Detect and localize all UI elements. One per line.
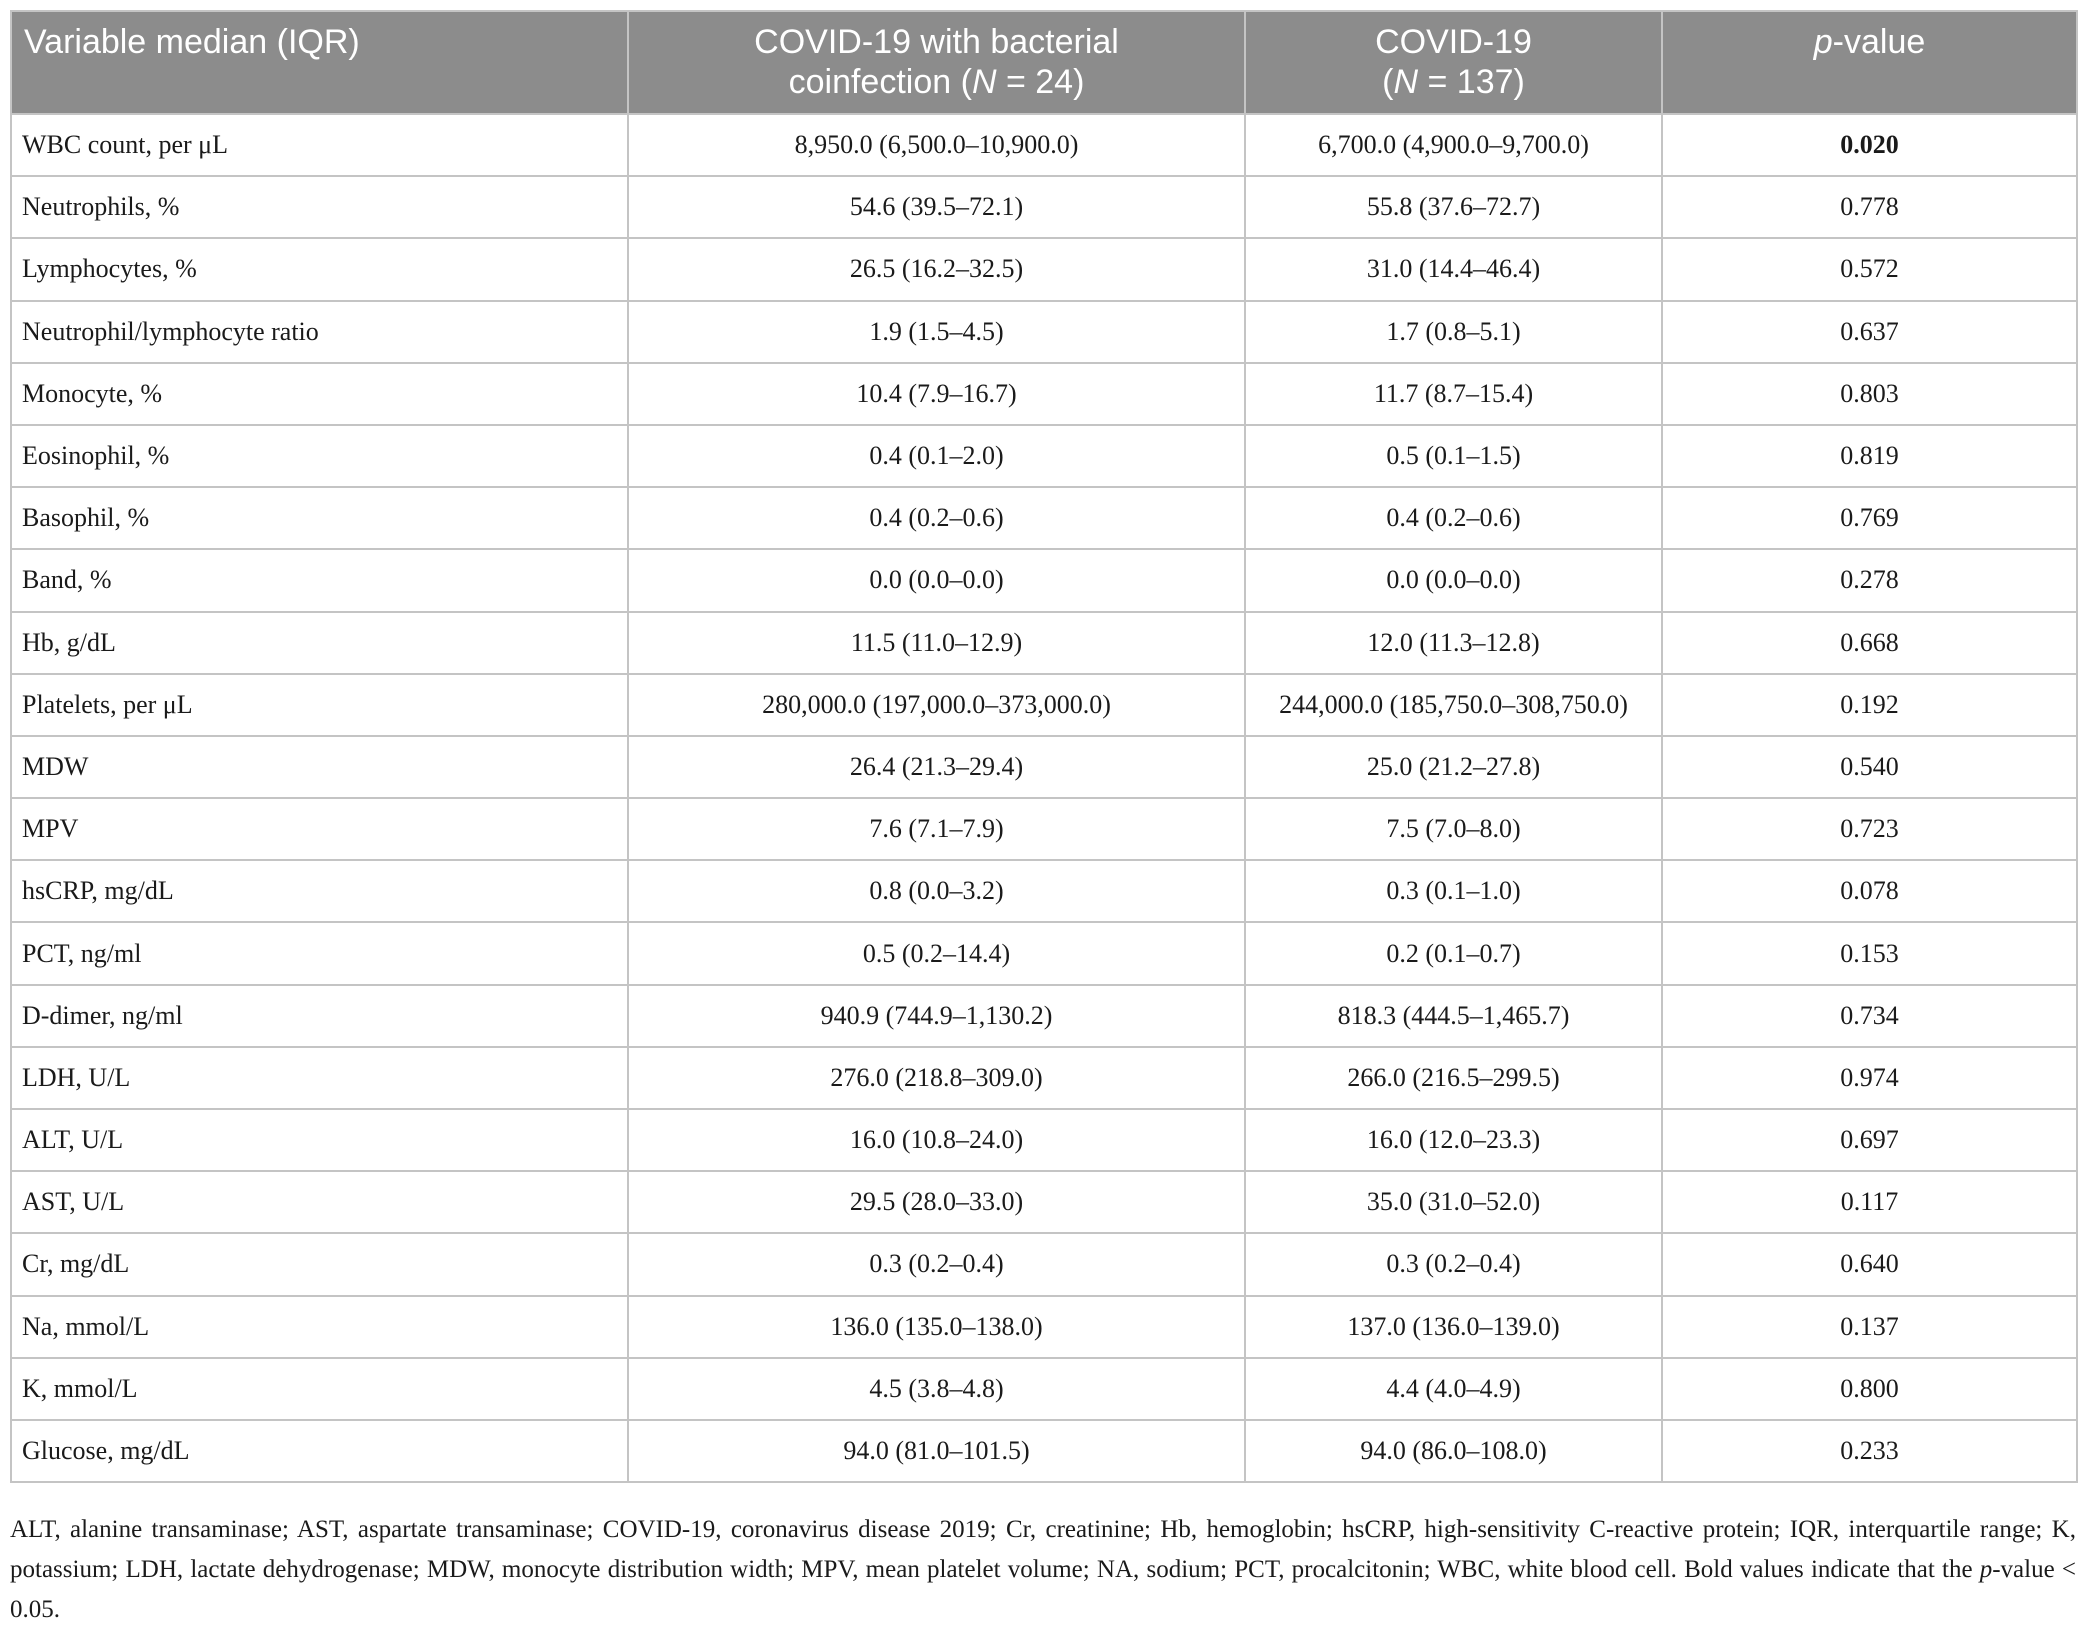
table-body xyxy=(11,114,2077,1482)
cell-covid-value: 6,700.0 (4,900.0–9,700.0) xyxy=(1245,114,1662,176)
cell-variable: Band, % xyxy=(11,549,628,611)
cell-variable: Cr, mg/dL xyxy=(11,1233,628,1295)
cell-p-value: 0.192 xyxy=(1662,674,2077,736)
cell-coinfection-value: 276.0 (218.8–309.0) xyxy=(628,1047,1245,1109)
cell-coinfection-value: 16.0 (10.8–24.0) xyxy=(628,1109,1245,1171)
table-row xyxy=(11,238,2077,300)
table-row xyxy=(11,363,2077,425)
cell-coinfection-value: 0.0 (0.0–0.0) xyxy=(628,549,1245,611)
footnote-italic-p: p xyxy=(1979,1556,1993,1583)
cell-p-value: 0.734 xyxy=(1662,985,2077,1047)
cell-coinfection-value: 0.5 (0.2–14.4) xyxy=(628,922,1245,984)
cell-variable: MPV xyxy=(11,798,628,860)
cell-coinfection-value: 94.0 (81.0–101.5) xyxy=(628,1420,1245,1482)
cell-p-value: 0.800 xyxy=(1662,1358,2077,1420)
footnote-text: ALT, alanine transaminase; AST, aspartate transaminase; COVID-19, coronavirus disease 2019; Cr, creatinine; Hb, hemoglobin; hsCRP, high-sensitivity C-reactive protein; IQR, interquartile range; K, potassium; LDH, lactate dehydrogenase; MDW, monocyte distribution width; MPV, mean platelet volume; NA, sodium; PCT, procalcitonin; WBC, white blood cell. Bold values indicate that the xyxy=(10,1516,2076,1583)
cell-coinfection-value: 11.5 (11.0–12.9) xyxy=(628,612,1245,674)
table-row xyxy=(11,798,2077,860)
header-coinfection-line2-prefix: coinfection ( xyxy=(788,63,972,101)
header-coinfection-line1: COVID-19 with bacterial xyxy=(754,23,1119,61)
header-covid-line1: COVID-19 xyxy=(1375,23,1532,61)
cell-coinfection-value: 29.5 (28.0–33.0) xyxy=(628,1171,1245,1233)
footnote-text-end: -value < 0.05. xyxy=(10,1556,2076,1623)
cell-coinfection-value: 136.0 (135.0–138.0) xyxy=(628,1296,1245,1358)
cell-variable: AST, U/L xyxy=(11,1171,628,1233)
cell-variable: ALT, U/L xyxy=(11,1109,628,1171)
table-row xyxy=(11,736,2077,798)
cell-covid-value: 244,000.0 (185,750.0–308,750.0) xyxy=(1245,674,1662,736)
header-variable-label: Variable median (IQR) xyxy=(24,23,360,61)
table-row xyxy=(11,860,2077,922)
table-row xyxy=(11,1420,2077,1482)
cell-covid-value: 4.4 (4.0–4.9) xyxy=(1245,1358,1662,1420)
table-header xyxy=(11,11,2077,114)
cell-covid-value: 94.0 (86.0–108.0) xyxy=(1245,1420,1662,1482)
cell-covid-value: 25.0 (21.2–27.8) xyxy=(1245,736,1662,798)
lab-results-table-container xyxy=(10,10,2076,1483)
cell-variable: Na, mmol/L xyxy=(11,1296,628,1358)
cell-covid-value: 0.2 (0.1–0.7) xyxy=(1245,922,1662,984)
cell-variable: LDH, U/L xyxy=(11,1047,628,1109)
cell-variable: Monocyte, % xyxy=(11,363,628,425)
cell-p-value: 0.803 xyxy=(1662,363,2077,425)
cell-variable: Neutrophil/lymphocyte ratio xyxy=(11,301,628,363)
cell-p-value: 0.819 xyxy=(1662,425,2077,487)
cell-p-value: 0.117 xyxy=(1662,1171,2077,1233)
cell-p-value: 0.020 xyxy=(1662,114,2077,176)
table-row xyxy=(11,1171,2077,1233)
header-coinfection-n-value: = 24) xyxy=(996,63,1085,101)
cell-p-value: 0.974 xyxy=(1662,1047,2077,1109)
cell-variable: Basophil, % xyxy=(11,487,628,549)
cell-coinfection-value: 4.5 (3.8–4.8) xyxy=(628,1358,1245,1420)
cell-coinfection-value: 940.9 (744.9–1,130.2) xyxy=(628,985,1245,1047)
header-covid-n-value: = 137) xyxy=(1418,63,1525,101)
header-covid-line2-prefix: ( xyxy=(1382,63,1394,101)
table-row xyxy=(11,922,2077,984)
table-row xyxy=(11,425,2077,487)
cell-variable: Neutrophils, % xyxy=(11,176,628,238)
table-row xyxy=(11,176,2077,238)
cell-covid-value: 35.0 (31.0–52.0) xyxy=(1245,1171,1662,1233)
table-row xyxy=(11,1109,2077,1171)
cell-p-value: 0.540 xyxy=(1662,736,2077,798)
cell-variable: K, mmol/L xyxy=(11,1358,628,1420)
cell-coinfection-value: 0.4 (0.1–2.0) xyxy=(628,425,1245,487)
cell-p-value: 0.137 xyxy=(1662,1296,2077,1358)
lab-results-table xyxy=(10,10,2078,1483)
cell-variable: hsCRP, mg/dL xyxy=(11,860,628,922)
cell-variable: MDW xyxy=(11,736,628,798)
cell-variable: Lymphocytes, % xyxy=(11,238,628,300)
cell-p-value: 0.278 xyxy=(1662,549,2077,611)
header-coinfection-n-symbol: N xyxy=(971,63,997,101)
cell-p-value: 0.697 xyxy=(1662,1109,2077,1171)
table-row xyxy=(11,301,2077,363)
table-row xyxy=(11,1233,2077,1295)
cell-covid-value: 11.7 (8.7–15.4) xyxy=(1245,363,1662,425)
cell-covid-value: 55.8 (37.6–72.7) xyxy=(1245,176,1662,238)
cell-coinfection-value: 26.5 (16.2–32.5) xyxy=(628,238,1245,300)
cell-covid-value: 31.0 (14.4–46.4) xyxy=(1245,238,1662,300)
cell-coinfection-value: 0.4 (0.2–0.6) xyxy=(628,487,1245,549)
cell-covid-value: 0.3 (0.2–0.4) xyxy=(1245,1233,1662,1295)
table-row xyxy=(11,487,2077,549)
cell-p-value: 0.233 xyxy=(1662,1420,2077,1482)
table-row xyxy=(11,1047,2077,1109)
header-pvalue-italic: p xyxy=(1813,23,1833,61)
cell-variable: Glucose, mg/dL xyxy=(11,1420,628,1482)
cell-coinfection-value: 7.6 (7.1–7.9) xyxy=(628,798,1245,860)
cell-variable: D-dimer, ng/ml xyxy=(11,985,628,1047)
cell-p-value: 0.778 xyxy=(1662,176,2077,238)
header-pvalue xyxy=(1662,11,2077,114)
cell-coinfection-value: 54.6 (39.5–72.1) xyxy=(628,176,1245,238)
header-coinfection-group xyxy=(628,11,1245,114)
header-covid-group xyxy=(1245,11,1662,114)
header-pvalue-rest: -value xyxy=(1832,23,1926,61)
cell-variable: WBC count, per μL xyxy=(11,114,628,176)
cell-coinfection-value: 0.8 (0.0–3.2) xyxy=(628,860,1245,922)
cell-covid-value: 1.7 (0.8–5.1) xyxy=(1245,301,1662,363)
cell-p-value: 0.153 xyxy=(1662,922,2077,984)
cell-covid-value: 266.0 (216.5–299.5) xyxy=(1245,1047,1662,1109)
cell-p-value: 0.572 xyxy=(1662,238,2077,300)
cell-p-value: 0.668 xyxy=(1662,612,2077,674)
cell-variable: Hb, g/dL xyxy=(11,612,628,674)
cell-coinfection-value: 0.3 (0.2–0.4) xyxy=(628,1233,1245,1295)
table-row xyxy=(11,612,2077,674)
cell-p-value: 0.078 xyxy=(1662,860,2077,922)
cell-coinfection-value: 26.4 (21.3–29.4) xyxy=(628,736,1245,798)
cell-p-value: 0.723 xyxy=(1662,798,2077,860)
cell-p-value: 0.769 xyxy=(1662,487,2077,549)
cell-coinfection-value: 8,950.0 (6,500.0–10,900.0) xyxy=(628,114,1245,176)
table-footnote xyxy=(10,1510,2076,1630)
cell-covid-value: 12.0 (11.3–12.8) xyxy=(1245,612,1662,674)
header-row xyxy=(11,11,2077,114)
cell-p-value: 0.640 xyxy=(1662,1233,2077,1295)
cell-variable: Eosinophil, % xyxy=(11,425,628,487)
table-row xyxy=(11,985,2077,1047)
cell-covid-value: 0.5 (0.1–1.5) xyxy=(1245,425,1662,487)
table-row xyxy=(11,114,2077,176)
cell-covid-value: 0.0 (0.0–0.0) xyxy=(1245,549,1662,611)
cell-variable: Platelets, per μL xyxy=(11,674,628,736)
cell-coinfection-value: 10.4 (7.9–16.7) xyxy=(628,363,1245,425)
cell-variable: PCT, ng/ml xyxy=(11,922,628,984)
header-variable xyxy=(11,11,628,114)
table-row xyxy=(11,549,2077,611)
cell-covid-value: 0.4 (0.2–0.6) xyxy=(1245,487,1662,549)
cell-covid-value: 16.0 (12.0–23.3) xyxy=(1245,1109,1662,1171)
cell-coinfection-value: 1.9 (1.5–4.5) xyxy=(628,301,1245,363)
cell-covid-value: 7.5 (7.0–8.0) xyxy=(1245,798,1662,860)
table-row xyxy=(11,1358,2077,1420)
cell-covid-value: 137.0 (136.0–139.0) xyxy=(1245,1296,1662,1358)
cell-p-value: 0.637 xyxy=(1662,301,2077,363)
cell-coinfection-value: 280,000.0 (197,000.0–373,000.0) xyxy=(628,674,1245,736)
cell-covid-value: 818.3 (444.5–1,465.7) xyxy=(1245,985,1662,1047)
header-covid-n-symbol: N xyxy=(1393,63,1419,101)
cell-covid-value: 0.3 (0.1–1.0) xyxy=(1245,860,1662,922)
table-row xyxy=(11,674,2077,736)
table-row xyxy=(11,1296,2077,1358)
